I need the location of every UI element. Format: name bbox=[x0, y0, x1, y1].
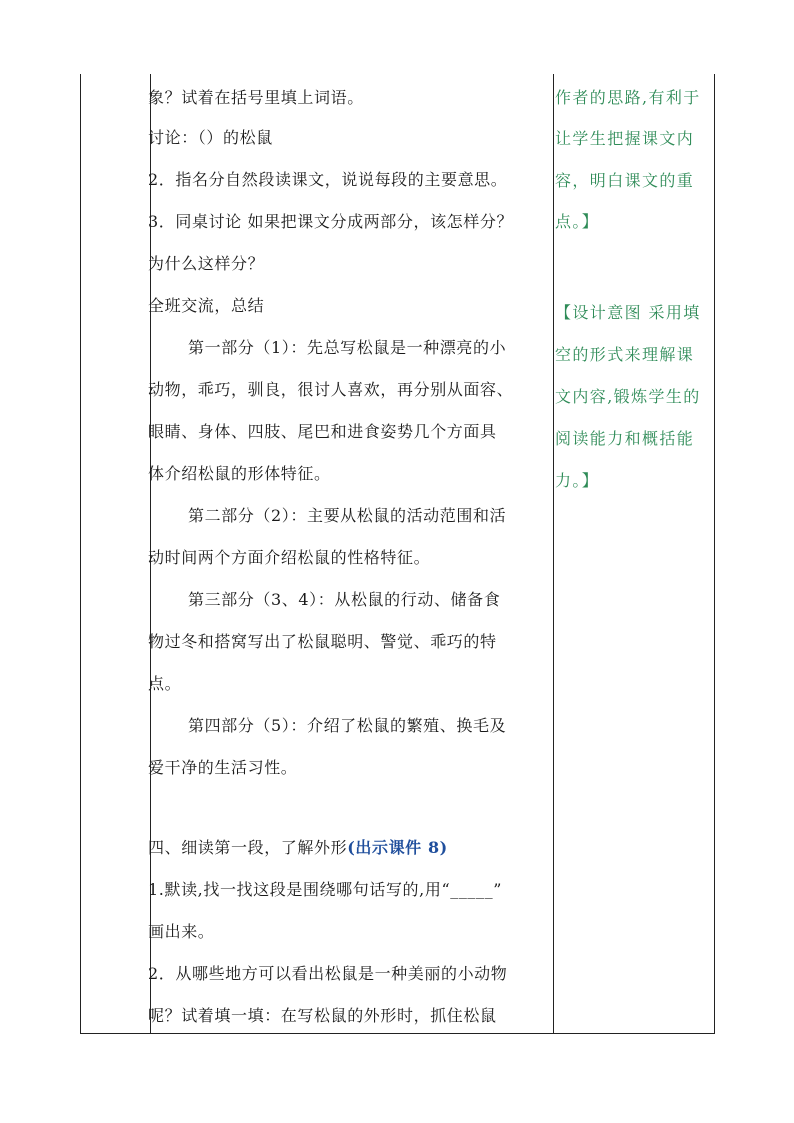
text-line: 第三部分（3、4）：从松鼠的行动、储备食 bbox=[188, 590, 501, 609]
courseware-label: (出示课件 8) bbox=[347, 838, 448, 857]
text-line: 体介绍松鼠的形体特征。 bbox=[148, 464, 331, 483]
note-line: 空的形式来理解课 bbox=[555, 345, 695, 364]
text-line: 动物，乖巧，驯良，很讨人喜欢，再分别从面容、 bbox=[148, 380, 514, 399]
table-border-left bbox=[80, 74, 81, 1034]
note-line: 【设计意图 采用填 bbox=[555, 303, 701, 322]
text-line: 全班交流，总结 bbox=[148, 296, 265, 315]
text-line: 2．指名分自然段读课文，说说每段的主要意思。 bbox=[148, 170, 508, 189]
text-line: 呢？试着填一填：在写松鼠的外形时，抓住松鼠 bbox=[148, 1006, 497, 1025]
note-line: 阅读能力和概括能 bbox=[555, 429, 695, 448]
note-line: 作者的思路,有利于 bbox=[555, 88, 701, 107]
section-heading bbox=[148, 836, 448, 860]
table-bottom-border bbox=[80, 1033, 714, 1034]
note-line: 力。】 bbox=[555, 471, 600, 490]
text-line: 第四部分（5）：介绍了松鼠的繁殖、换毛及 bbox=[188, 716, 507, 735]
note-line: 让学生把握课文内 bbox=[555, 129, 695, 148]
text-line: 动时间两个方面介绍松鼠的性格特征。 bbox=[148, 548, 431, 567]
text-line: 画出来。 bbox=[148, 922, 215, 941]
text-line: 象？试着在括号里填上词语。 bbox=[148, 88, 364, 107]
note-line: 文内容,锻炼学生的 bbox=[555, 387, 701, 406]
text-line: 爱干净的生活习性。 bbox=[148, 758, 298, 777]
text-line: 2．从哪些地方可以看出松鼠是一种美丽的小动物 bbox=[148, 964, 508, 983]
text-line: 第一部分（1）：先总写松鼠是一种漂亮的小 bbox=[188, 338, 507, 357]
text-line: 眼睛、身体、四肢、尾巴和进食姿势几个方面具 bbox=[148, 422, 497, 441]
text-line: 讨论：（）的松鼠 bbox=[148, 128, 273, 147]
note-line: 容，明白课文的重 bbox=[555, 171, 695, 190]
note-line: 点。】 bbox=[555, 212, 600, 231]
column-divider-2 bbox=[553, 74, 554, 1034]
text-line: 物过冬和搭窝写出了松鼠聪明、警觉、乖巧的特 bbox=[148, 632, 497, 651]
text-line: 点。 bbox=[148, 674, 182, 693]
text-line: 为什么这样分？ bbox=[148, 254, 265, 273]
text-line: 3．同桌讨论 如果把课文分成两部分，该怎样分？ bbox=[148, 212, 514, 231]
text-line: 第二部分（2）：主要从松鼠的活动范围和活 bbox=[188, 506, 507, 525]
text-line: 1.默读,找一找这段是围绕哪句话写的,用“_____” bbox=[148, 880, 502, 899]
section-heading-text: 四、细读第一段，了解外形 bbox=[148, 838, 348, 857]
table-border-right bbox=[714, 74, 715, 1034]
